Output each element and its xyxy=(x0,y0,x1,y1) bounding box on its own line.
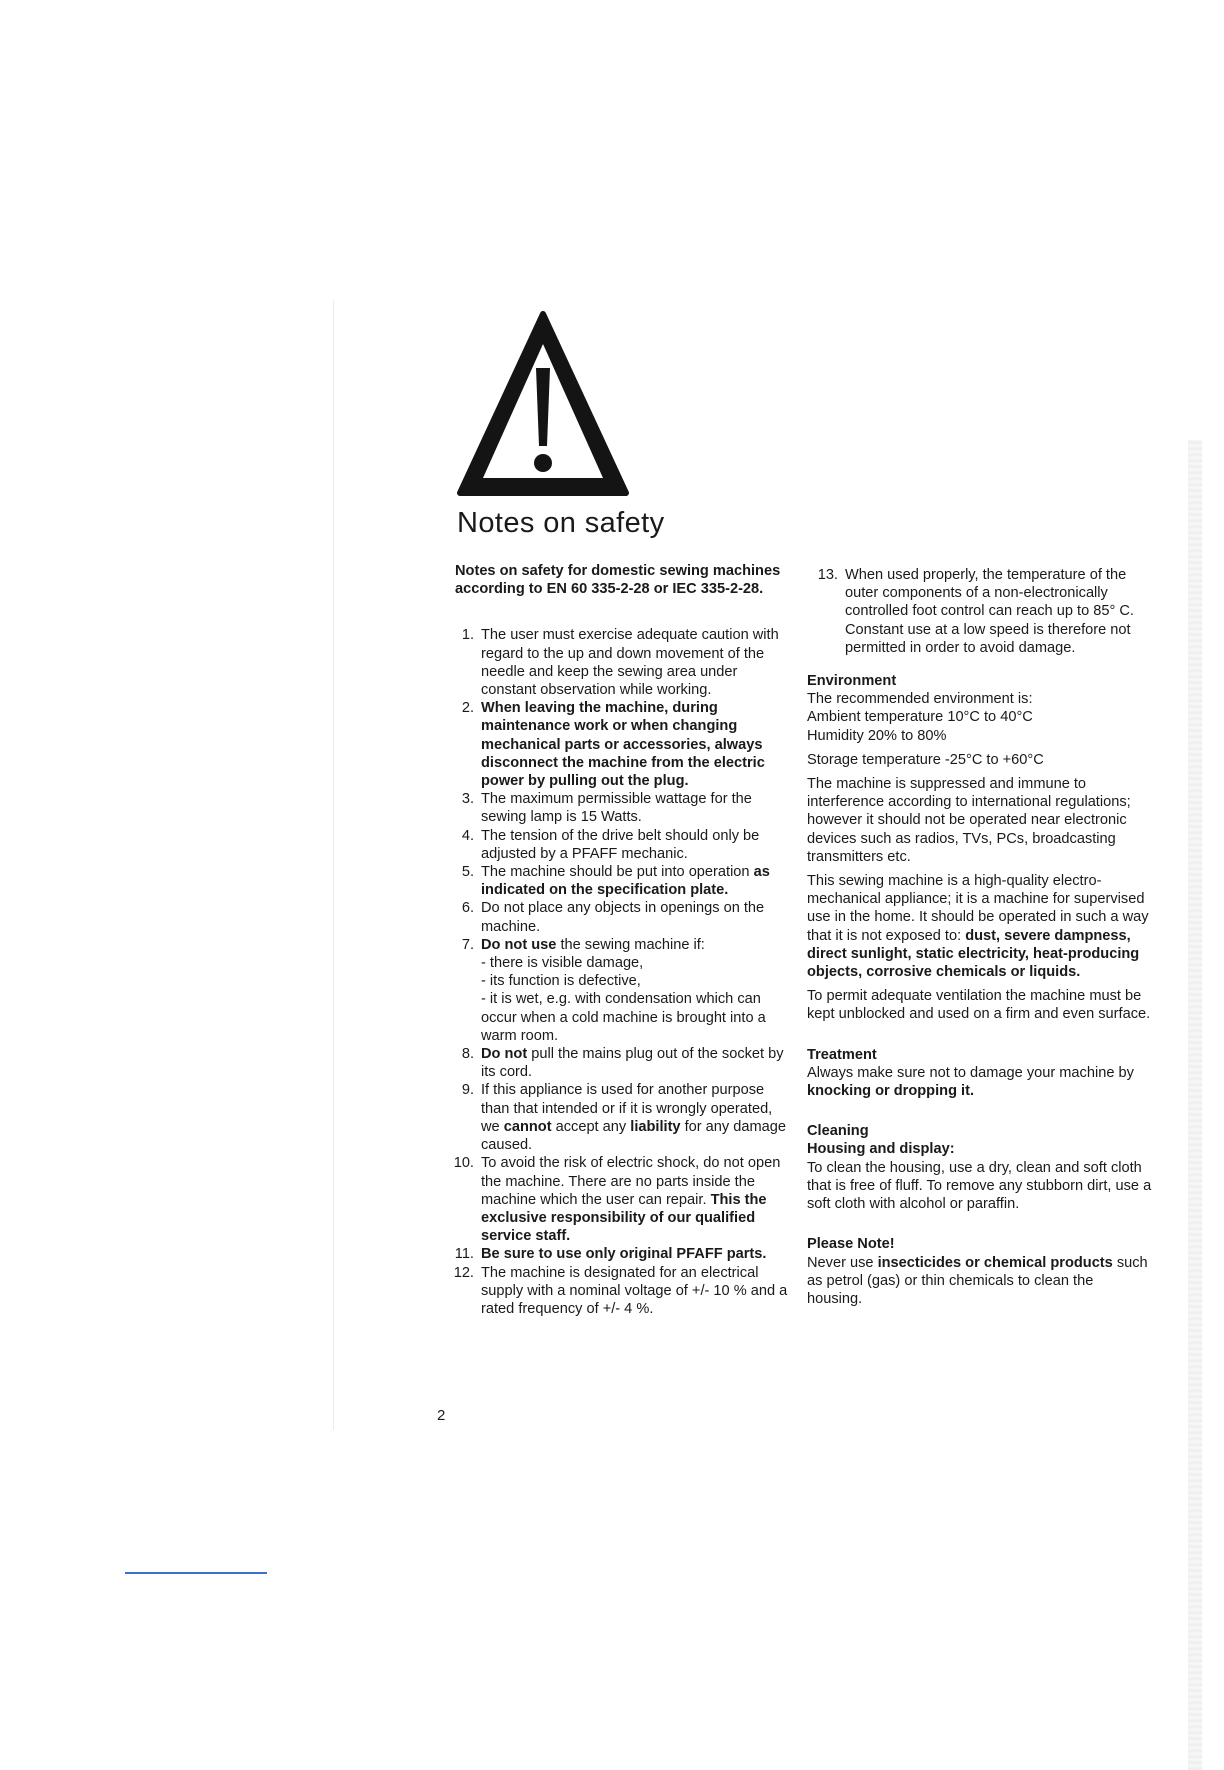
item-emphasis: liability xyxy=(630,1118,681,1135)
note-heading: Please Note! xyxy=(807,1236,895,1253)
item-number: 8. xyxy=(461,1046,474,1063)
warning-triangle-icon xyxy=(455,308,631,498)
item-emphasis: Do not use xyxy=(481,936,557,953)
item-number: 5. xyxy=(461,864,474,881)
item-text: When used properly, the temperature of the outer components of a non-electronically controlled foot control can reach up to 85° C. Constant use at a low speed is therefore not permitted in order to avoid damage. xyxy=(845,567,1134,656)
item-number: 9. xyxy=(461,1082,474,1099)
right-column xyxy=(807,566,1152,1308)
item-emphasis: cannot xyxy=(503,1118,552,1135)
list-item xyxy=(455,1154,791,1245)
note-paragraph xyxy=(807,1254,1152,1309)
note-text: such as petrol (gas) or thin chemicals to clean the housing. xyxy=(807,1254,1148,1307)
environment-line: Ambient temperature 10°C to 40°C xyxy=(807,709,1033,726)
note-text: Never use xyxy=(807,1254,878,1271)
item-number: 3. xyxy=(461,791,474,808)
item-emphasis: Do not xyxy=(481,1046,528,1063)
list-item xyxy=(455,699,791,790)
list-item xyxy=(807,566,1152,657)
list-item xyxy=(455,790,791,826)
scan-edge-shading xyxy=(1188,440,1202,1770)
list-item xyxy=(455,936,791,1045)
item-text: The tension of the drive belt should only be adjusted by a PFAFF mechanic. xyxy=(481,827,760,862)
treatment-text: Always make sure not to damage your machine by xyxy=(807,1064,1134,1081)
usage-text: This sewing machine is a high-quality electro-mechanical appliance; it is a machine for supervised use in the home. It should be operated in such a way that it is not exposed to: xyxy=(807,873,1149,944)
item-text: The machine is designated for an electrical supply with a nominal voltage of +/- 10 % and a rated frequency of +/- 4 %. xyxy=(481,1264,788,1317)
cleaning-paragraph: To clean the housing, use a dry, clean and soft cloth that is free of fluff. To remove any stubborn dirt, use a soft cloth with alcohol or paraffin. xyxy=(807,1159,1152,1213)
cleaning-subheading: Housing and display: xyxy=(807,1141,955,1158)
safety-list-continued xyxy=(807,566,1152,657)
page-number: 2 xyxy=(437,1407,446,1424)
storage-temperature: Storage temperature -25°C to +60°C xyxy=(807,751,1044,768)
item-number: 12. xyxy=(453,1264,474,1281)
list-item xyxy=(455,899,791,935)
cleaning-heading: Cleaning xyxy=(807,1123,869,1140)
treatment-heading: Treatment xyxy=(807,1046,877,1063)
environment-line: The recommended environment is: xyxy=(807,691,1033,708)
item-number: 1. xyxy=(461,627,474,644)
item-number: 10. xyxy=(453,1155,474,1172)
safety-list xyxy=(455,626,791,1318)
usage-paragraph xyxy=(807,872,1152,981)
list-item xyxy=(455,863,791,899)
item-text: To avoid the risk of electric shock, do not open the machine. There are no parts inside the machine which the user can repair. xyxy=(481,1155,781,1208)
sub-item: - its function is defective, xyxy=(481,973,641,990)
item-text: accept any xyxy=(551,1118,631,1135)
page-title: Notes on safety xyxy=(457,507,665,539)
list-item xyxy=(455,1045,791,1081)
environment-line: Humidity 20% to 80% xyxy=(807,727,947,744)
item-emphasis: When leaving the machine, during maintenance work or when changing mechanical parts or accessories, always disconnect the machine from the electric power by pulling out the plug. xyxy=(481,700,765,790)
item-emphasis: Be sure to use only original PFAFF parts. xyxy=(481,1246,767,1263)
item-text: The user must exercise adequate caution with regard to the up and down movement of the needle and keep the sewing area under constant observation while working. xyxy=(481,627,779,699)
list-item xyxy=(455,827,791,863)
item-text: The maximum permissible wattage for the sewing lamp is 15 Watts. xyxy=(481,791,752,826)
intro-text: Notes on safety for domestic sewing machines according to EN 60 335-2-28 or IEC 335-2-28. xyxy=(455,563,781,598)
sub-item: - there is visible damage, xyxy=(481,955,644,972)
note-emphasis: insecticides or chemical products xyxy=(877,1254,1113,1271)
item-text: If this appliance is used for another purpose than that intended or if it is wrongly operated, we xyxy=(481,1082,773,1135)
item-number: 6. xyxy=(461,900,474,917)
bottom-rule xyxy=(125,1572,267,1574)
list-item xyxy=(455,626,791,699)
left-column xyxy=(455,562,791,1318)
treatment-paragraph xyxy=(807,1064,1152,1100)
usage-hazards: dust, severe dampness, direct sunlight, static electricity, heat-producing objects, corrosive chemicals or liquids. xyxy=(807,927,1140,981)
list-item xyxy=(455,1081,791,1154)
item-emphasis: This the exclusive responsibility of our qualified service staff. xyxy=(481,1191,767,1245)
list-item xyxy=(455,1264,791,1319)
treatment-emphasis: knocking or dropping it. xyxy=(807,1083,975,1100)
list-item xyxy=(455,1245,791,1263)
item-number: 11. xyxy=(454,1246,474,1263)
item-number: 2. xyxy=(461,700,474,717)
item-text: for any damage caused. xyxy=(481,1118,787,1154)
item-emphasis: as indicated on the specification plate. xyxy=(481,864,770,899)
interference-paragraph: The machine is suppressed and immune to interference according to international regulations; however it should not be operated near electronic devices such as radios, TVs, PCs, broadcasting transmitters etc. xyxy=(807,776,1131,865)
item-text: The machine should be put into operation xyxy=(481,864,754,881)
sub-item: - it is wet, e.g. with condensation which can occur when a cold machine is brought into a warm room. xyxy=(481,991,766,1044)
scan-fold-line xyxy=(333,300,334,1430)
item-text: Do not place any objects in openings on the machine. xyxy=(481,900,765,935)
environment-heading: Environment xyxy=(807,673,897,690)
item-number: 13. xyxy=(817,567,838,583)
item-number: 7. xyxy=(461,936,474,953)
item-text: the sewing machine if: xyxy=(556,936,705,953)
ventilation-paragraph: To permit adequate ventilation the machine must be kept unblocked and used on a firm and even surface. xyxy=(807,988,1151,1023)
item-number: 4. xyxy=(461,827,474,844)
item-text: pull the mains plug out of the socket by its cord. xyxy=(481,1046,784,1081)
